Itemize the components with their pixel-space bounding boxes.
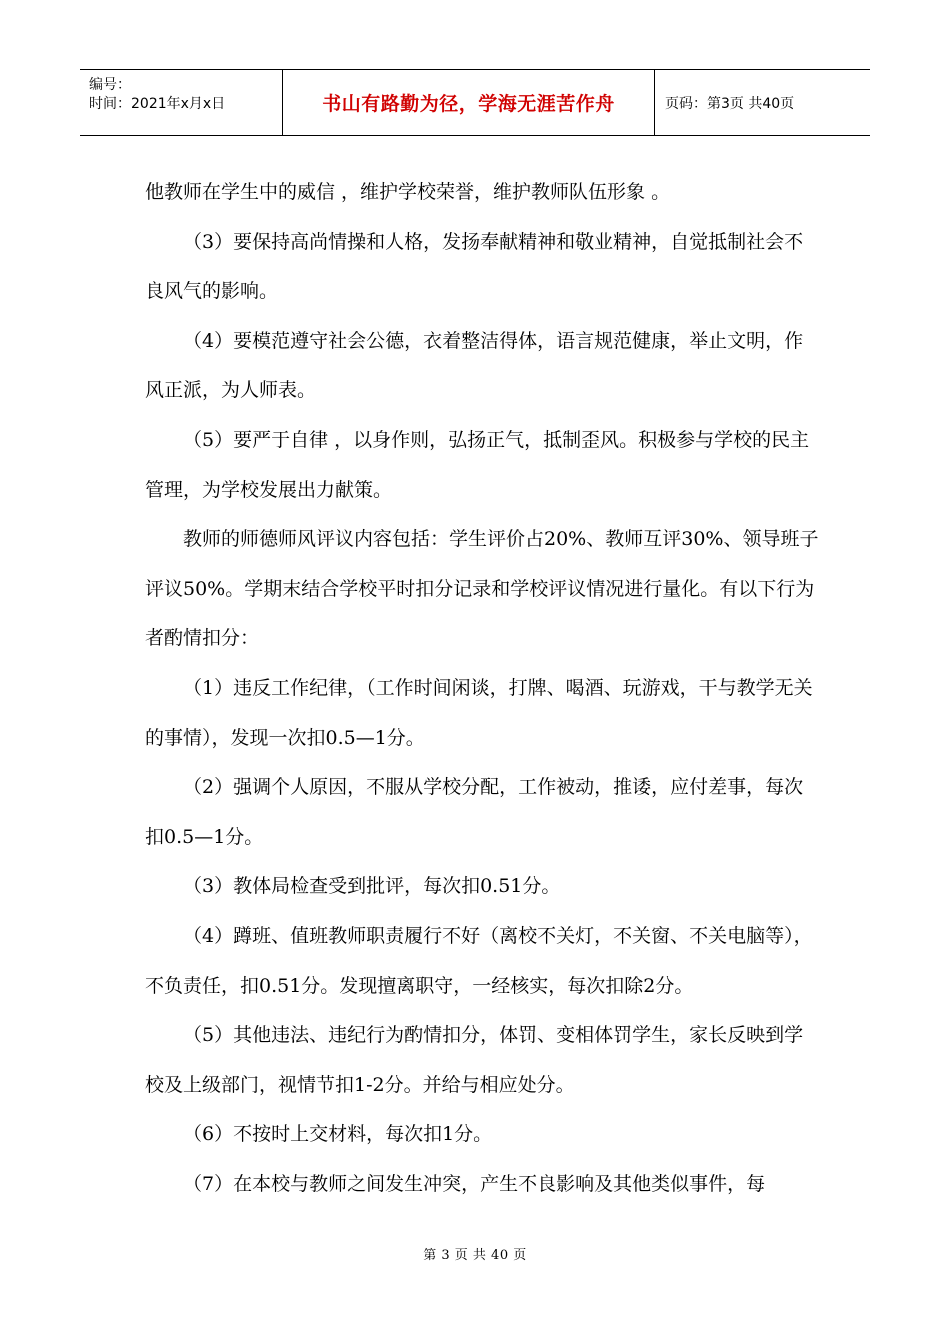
paragraph: （3）教体局检查受到批评，每次扣0.51分。 [183,875,561,898]
paragraph: 他教师在学生中的威信 ，维护学校荣誉，维护教师队伍形象 。 [145,181,671,203]
paragraph: （2）强调个人原因，不服从学校分配，工作被动，推诿，应付差事，每次扣0.5—1分。 [145,776,804,848]
paragraph: （1）违反工作纪律，（工作时间闲谈，打牌、喝酒、玩游戏，干与教学无关的事情），发现一次扣0.5—1分。 [145,676,813,749]
paragraph: （5）要严于自律 ，以身作则，弘扬正气，抵制歪风。积极参与学校的民主管理，为学校发展出力献策。 [145,428,810,501]
page-header [80,69,870,136]
paragraph: （3）要保持高尚情操和人格，发扬奉献精神和敬业精神，自觉抵制社会不良风气的影响。 [145,230,804,303]
header-meta [80,70,283,135]
paragraph: （4）蹲班、值班教师职责履行不好（离校不关灯，不关窗、不关电脑等），不负责任，扣0.51分。发现擅离职守，一经核实，每次扣除2分。 [145,924,813,997]
paragraph: （5）其他违法、违纪行为酌情扣分，体罚、变相体罚学生，家长反映到学校及上级部门，视情节扣1-2分。并给与相应处分。 [145,1024,804,1096]
document-number-label: 编号： [89,77,131,93]
paragraph: （4）要模范遵守社会公德，衣着整洁得体，语言规范健康，举止文明，作风正派，为人师表。 [145,329,804,402]
paragraph: （6）不按时上交材料，每次扣1分。 [183,1123,493,1146]
document-body [145,168,820,1209]
header-motto: 书山有路勤为径，学海无涯苦作舟 [283,70,655,135]
paragraph: （7）在本校与教师之间发生冲突，产生不良影响及其他类似事件，每 [183,1172,766,1195]
paragraph: 教师的师德师风评议内容包括：学生评价占20%、教师互评30%、领导班子评议50%。学期末结合学校平时扣分记录和学校评议情况进行量化。有以下行为者酌情扣分： [145,528,819,650]
document-date: 时间：2021年x月x日 [89,96,226,112]
page-footer: 第 3 页 共 40 页 [423,1248,527,1263]
header-page-info: 页码：第3页 共40页 [665,95,795,112]
